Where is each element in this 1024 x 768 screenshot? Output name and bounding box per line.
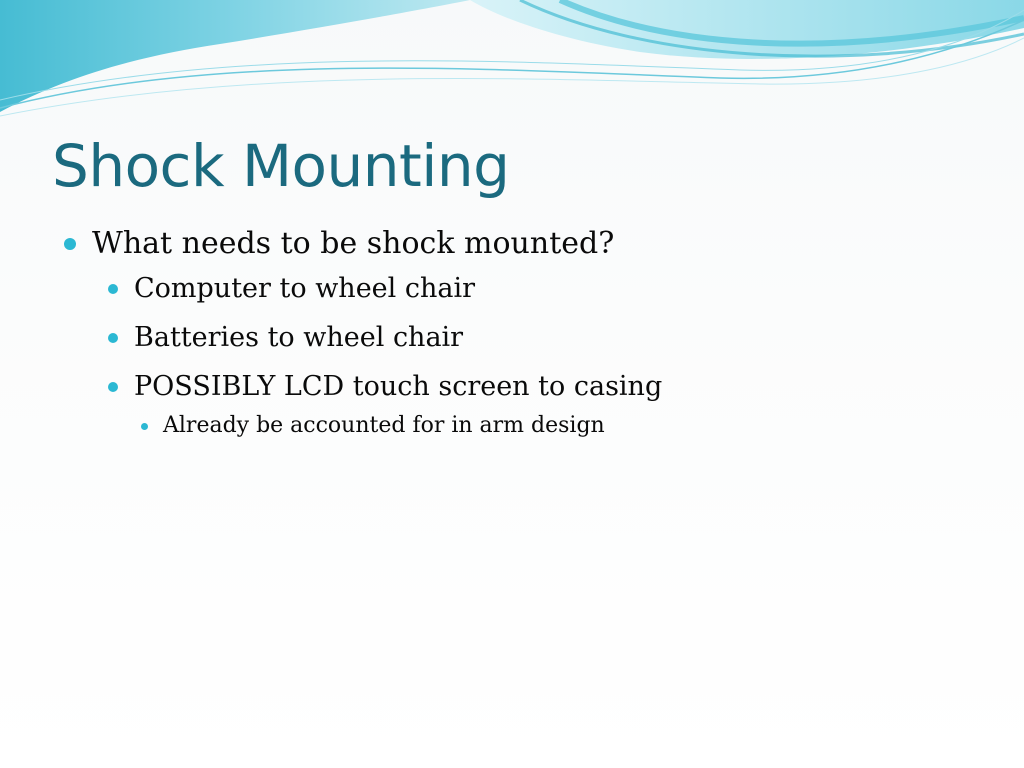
wave-banner-decoration [0, 0, 1024, 130]
bullet-dot-icon [64, 238, 76, 250]
bullet-text: Already be accounted for in arm design [163, 413, 605, 438]
bullet-level-2 [102, 269, 1000, 318]
bullet-text: Computer to wheel chair [134, 273, 476, 304]
bullet-text: What needs to be shock mounted? [92, 226, 615, 261]
bullet-text: Batteries to wheel chair [134, 322, 464, 353]
bullet-level-3 [138, 410, 1000, 444]
bullet-text: POSSIBLY LCD touch screen to casing [134, 371, 663, 402]
bullet-dot-icon [108, 382, 118, 392]
bullet-dot-icon [108, 333, 118, 343]
bullet-dot-icon [108, 284, 118, 294]
bullet-level-2 [102, 367, 1000, 416]
slide-title: Shock Mounting [52, 132, 510, 200]
bullet-level-1 [60, 222, 1000, 269]
bullet-level-2 [102, 318, 1000, 367]
bullet-list [60, 222, 1000, 450]
bullet-dot-icon [141, 423, 148, 430]
